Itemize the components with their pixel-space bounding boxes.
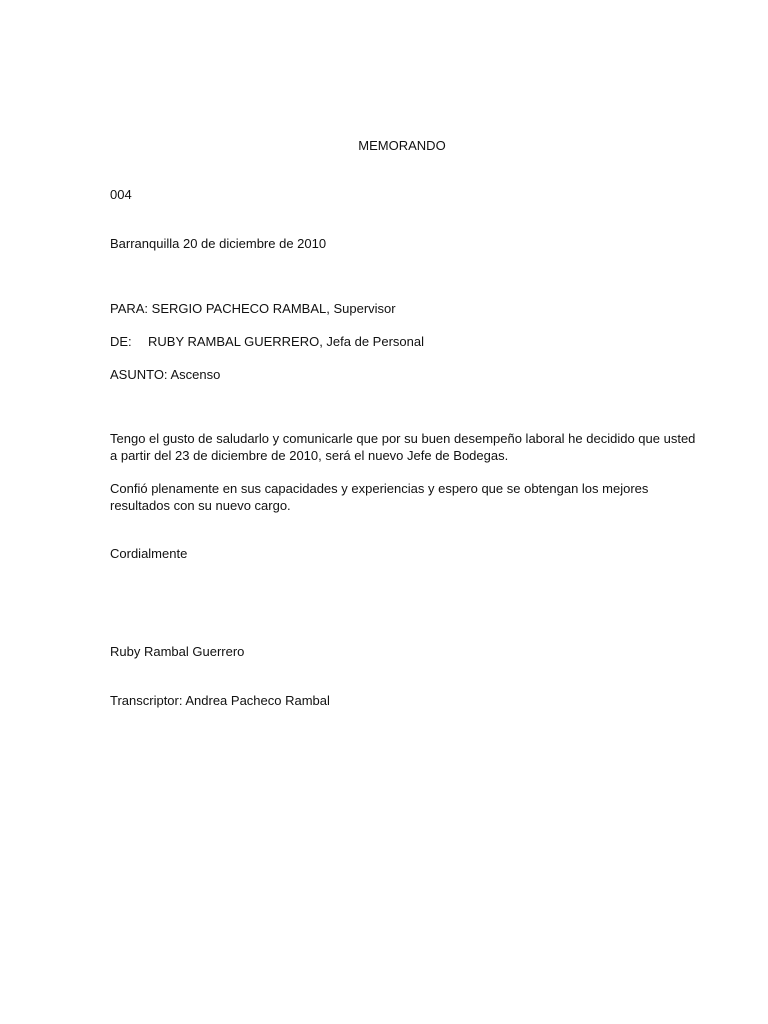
memo-from bbox=[110, 333, 424, 350]
memo-signature: Ruby Rambal Guerrero bbox=[110, 644, 245, 659]
memo-number: 004 bbox=[110, 187, 132, 202]
memo-from-value: RUBY RAMBAL GUERRERO, Jefa de Personal bbox=[148, 334, 424, 349]
memo-body-paragraph-1-line-1: Tengo el gusto de saludarlo y comunicarle que por su buen desempeño laboral he decidido que usted bbox=[110, 431, 696, 446]
memo-subject: ASUNTO: Ascenso bbox=[110, 367, 221, 382]
memo-from-label: DE: bbox=[110, 334, 132, 349]
memo-title: MEMORANDO bbox=[358, 138, 446, 153]
memo-transcriber: Transcriptor: Andrea Pacheco Rambal bbox=[110, 693, 330, 708]
memo-body-paragraph-1-line-2: a partir del 23 de diciembre de 2010, será el nuevo Jefe de Bodegas. bbox=[110, 448, 509, 463]
memo-body-paragraph-2-line-2: resultados con su nuevo cargo. bbox=[110, 498, 291, 513]
memo-to: PARA: SERGIO PACHECO RAMBAL, Supervisor bbox=[110, 301, 396, 316]
memo-closing: Cordialmente bbox=[110, 546, 188, 561]
memo-place-date: Barranquilla 20 de diciembre de 2010 bbox=[110, 236, 327, 251]
memo-body-paragraph-2-line-1: Confió plenamente en sus capacidades y experiencias y espero que se obtengan los mejores bbox=[110, 481, 649, 496]
